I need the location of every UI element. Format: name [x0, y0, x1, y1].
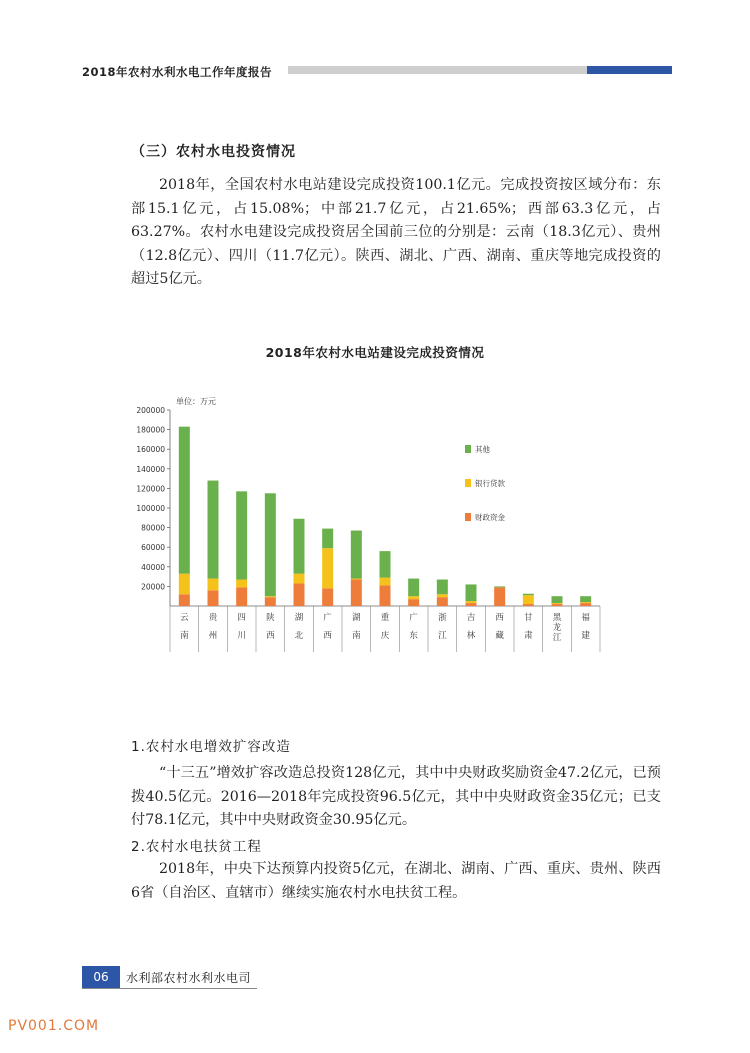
- paragraph-poverty-alleviation: [131, 858, 661, 905]
- bar-segment: [552, 603, 563, 604]
- y-tick-label: 80000: [141, 523, 165, 533]
- bar-segment: [523, 595, 534, 604]
- bar-segment: [408, 596, 419, 599]
- bar-segment: [494, 586, 505, 587]
- legend-swatch: [465, 445, 471, 453]
- page-number: 06: [82, 966, 120, 988]
- bar-segment: [552, 604, 563, 606]
- x-tick-label: 吉: [466, 613, 476, 623]
- legend-label: 财政资金: [475, 513, 505, 522]
- paragraph-text: 2018年，全国农村水电站建设完成投资100.1亿元。完成投资按区域分布：东部15.1亿元，占15.08%；中部21.7亿元，占21.65%；西部63.3亿元，占63.27%。农村水电建设完成投资居全国前三位的分别是：云南（18.3亿元）、贵州（12.8亿元）、四川（11.7亿元）。陕西、湖北、广西、湖南、重庆等地完成投资的超过5亿元。: [131, 177, 661, 287]
- bar-segment: [580, 603, 591, 606]
- y-tick-label: 100000: [136, 504, 165, 513]
- bar-segment: [466, 603, 477, 606]
- bar-segment: [236, 491, 247, 579]
- paragraph-investment: [131, 174, 661, 292]
- x-tick-label: 广: [409, 613, 418, 623]
- running-header-title: 2018年农村水利水电工作年度报告: [82, 65, 273, 79]
- bar-segment: [322, 548, 333, 588]
- bar-segment: [351, 531, 362, 579]
- chart-title: 2018年农村水电站建设完成投资情况: [265, 345, 485, 360]
- bar-segment: [265, 597, 276, 606]
- y-tick-label: 40000: [141, 562, 165, 572]
- bar-segment: [294, 583, 305, 606]
- bar-segment: [552, 596, 563, 603]
- x-tick-label: 湖: [294, 613, 304, 623]
- x-tick-label: 江: [552, 633, 562, 643]
- bar-segment: [380, 578, 391, 586]
- investment-bar-chart: [120, 390, 620, 655]
- x-tick-label: 西: [266, 631, 275, 641]
- bar-segment: [466, 584, 477, 601]
- bar-segment: [580, 602, 591, 603]
- bar-segment: [408, 599, 419, 606]
- legend-label: 其他: [475, 445, 490, 454]
- x-tick-label: 林: [466, 631, 476, 641]
- x-tick-label: 川: [237, 631, 246, 641]
- bar-segment: [208, 481, 219, 579]
- x-tick-label: 甘: [524, 613, 533, 623]
- y-tick-label: 60000: [141, 543, 165, 553]
- y-tick-label: 180000: [136, 425, 165, 435]
- x-tick-label: 肃: [524, 631, 533, 641]
- x-tick-label: 重: [380, 613, 390, 623]
- footer-department: 水利部农村水利水电司: [126, 971, 252, 985]
- bar-segment: [466, 601, 477, 603]
- bar-segment: [580, 596, 591, 602]
- bar-segment: [380, 585, 391, 606]
- bar-segment: [494, 587, 505, 606]
- x-tick-label: 广: [323, 613, 332, 623]
- x-tick-label: 湖: [352, 613, 361, 623]
- bar-segment: [351, 580, 362, 606]
- y-tick-label: 20000: [141, 582, 165, 592]
- bar-segment: [437, 580, 448, 595]
- bar-segment: [322, 529, 333, 549]
- x-tick-label: 贵: [208, 613, 218, 623]
- bar-segment: [265, 596, 276, 597]
- x-tick-label: 庆: [380, 631, 390, 641]
- bar-segment: [322, 588, 333, 606]
- watermark: PV001.COM: [8, 1018, 100, 1034]
- x-tick-label: 州: [208, 631, 218, 641]
- bar-segment: [408, 579, 419, 597]
- subheading-poverty-alleviation: 2.农村水电扶贫工程: [131, 839, 262, 855]
- x-tick-label: 四: [237, 613, 246, 623]
- bar-segment: [294, 574, 305, 584]
- legend-swatch: [465, 479, 471, 487]
- x-tick-label: 浙: [438, 613, 447, 623]
- bar-segment: [294, 519, 305, 574]
- header-rule: [288, 66, 587, 74]
- paragraph-text: 2018年，中央下达预算内投资5亿元，在湖北、湖南、广西、重庆、贵州、陕西6省（自治区、直辖市）继续实施农村水电扶贫工程。: [131, 861, 661, 901]
- x-tick-label: 福: [581, 613, 590, 623]
- x-tick-label: 藏: [495, 631, 504, 641]
- subheading-capacity-upgrade: 1.农村水电增效扩容改造: [131, 739, 291, 755]
- x-tick-label: 南: [352, 631, 361, 641]
- bar-segment: [437, 594, 448, 597]
- bar-segment: [179, 574, 190, 595]
- section-heading: （三）农村水电投资情况: [131, 144, 296, 160]
- y-tick-label: 120000: [136, 484, 165, 494]
- bar-segment: [523, 604, 534, 606]
- x-tick-label: 南: [180, 631, 189, 641]
- bar-segment: [437, 597, 448, 606]
- x-tick-label: 建: [581, 631, 590, 641]
- paragraph-text: “十三五”增效扩容改造总投资128亿元，其中中央财政奖励资金47.2亿元，已预拨40.5亿元。2016—2018年完成投资96.5亿元，其中中央财政资金35亿元；已支付78.1亿元，其中中央财政资金30.95亿元。: [131, 765, 661, 828]
- bar-segment: [208, 579, 219, 591]
- bar-segment: [523, 594, 534, 595]
- y-tick-label: 140000: [136, 464, 165, 474]
- bar-segment: [179, 594, 190, 606]
- y-tick-label: 200000: [136, 406, 165, 415]
- legend-swatch: [465, 513, 471, 521]
- bar-segment: [236, 580, 247, 588]
- x-tick-label: 江: [438, 631, 447, 641]
- bar-segment: [265, 493, 276, 596]
- header-accent-bar: [587, 66, 672, 74]
- x-tick-label: 黑: [552, 613, 562, 623]
- paragraph-capacity-upgrade: [131, 762, 661, 833]
- x-tick-label: 陕: [266, 613, 275, 623]
- bar-segment: [236, 587, 247, 606]
- x-tick-label: 龙: [552, 623, 562, 633]
- x-tick-label: 北: [294, 631, 304, 641]
- x-tick-label: 云: [180, 613, 189, 623]
- bar-segment: [351, 579, 362, 580]
- y-tick-label: 160000: [136, 445, 165, 455]
- bar-segment: [179, 427, 190, 574]
- x-tick-label: 东: [409, 631, 418, 641]
- legend-label: 银行贷款: [475, 479, 505, 488]
- x-tick-label: 西: [495, 613, 504, 623]
- bar-segment: [208, 590, 219, 606]
- chart-unit-label: 单位：万元: [176, 397, 216, 406]
- x-tick-label: 西: [323, 631, 332, 641]
- footer-rule: [82, 988, 257, 989]
- bar-segment: [380, 551, 391, 577]
